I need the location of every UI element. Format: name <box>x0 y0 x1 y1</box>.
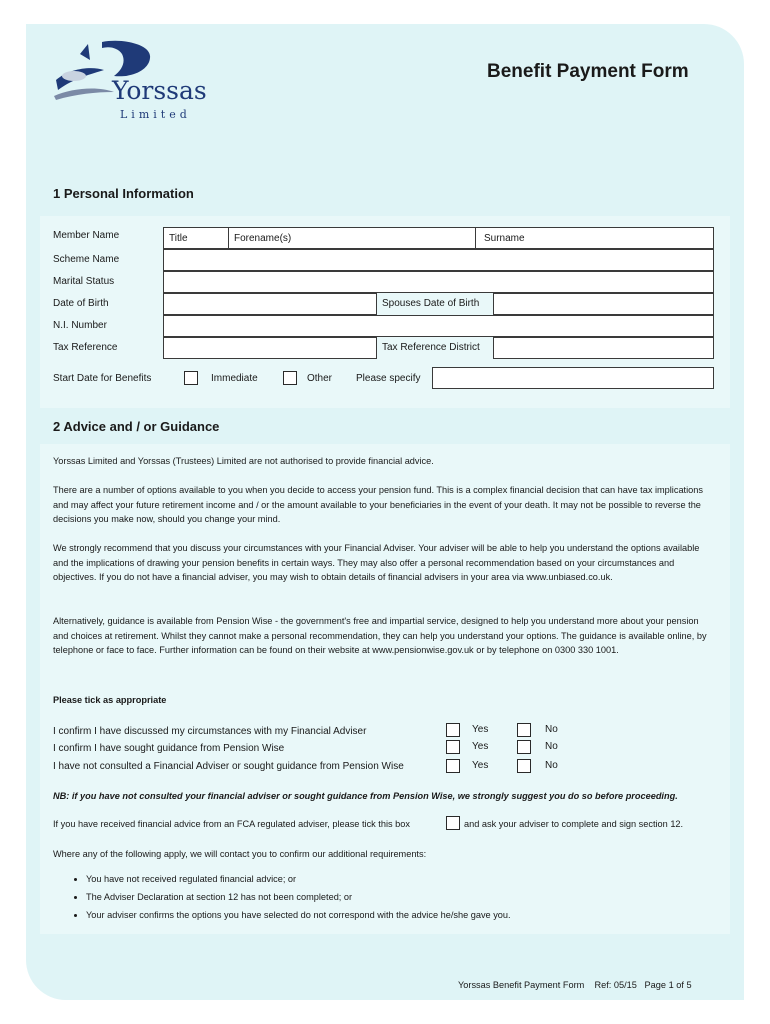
other-checkbox[interactable] <box>283 371 297 385</box>
fca-text-after: and ask your adviser to complete and sign section 12. <box>464 819 684 829</box>
other-label: Other <box>307 373 333 384</box>
immediate-checkbox[interactable] <box>184 371 198 385</box>
list-item: • Your adviser confirms the options you have selected do not correspond with the advice he/she gave you. <box>86 906 511 924</box>
title-field-label: Title <box>169 233 188 244</box>
tax-district-label: Tax Reference District <box>382 342 480 353</box>
form-title: Benefit Payment Form <box>487 61 689 82</box>
requirements-list <box>30 870 511 924</box>
brand-sub: Limited <box>120 108 191 121</box>
ni-number-input[interactable] <box>163 315 714 337</box>
advice-para-2: There are a number of options available to you when you decide to access your pension fund. This is a complex financial decision that can have tax implications and may affect your future retirement income and / or the amount available to your beneficiaries in the event of your death. It may not be possible to reverse the decisions you make now, should you change your mind. <box>53 485 703 525</box>
forename-input[interactable] <box>229 228 475 248</box>
fca-checkbox[interactable] <box>446 816 460 830</box>
please-specify-label: Please specify <box>356 373 421 384</box>
forename-field-label: Forename(s) <box>234 233 292 244</box>
confirm-adviser-no-checkbox[interactable] <box>517 723 531 737</box>
scheme-name-label: Scheme Name <box>53 254 120 265</box>
not-consulted-no-checkbox[interactable] <box>517 759 531 773</box>
confirm-pensionwise-no-checkbox[interactable] <box>517 740 531 754</box>
surname-field-label: Surname <box>484 233 525 244</box>
marital-status-label: Marital Status <box>53 276 115 287</box>
please-specify-input[interactable] <box>432 367 714 389</box>
dob-label: Date of Birth <box>53 298 109 309</box>
section1-heading: 1 Personal Information <box>53 186 194 201</box>
member-name-row <box>163 227 714 249</box>
member-name-label: Member Name <box>53 230 120 241</box>
ni-number-label: N.I. Number <box>53 320 107 331</box>
tax-district-input[interactable] <box>493 337 714 359</box>
surname-input[interactable] <box>476 228 713 248</box>
not-consulted-label: I have not consulted a Financial Adviser or sought guidance from Pension Wise <box>53 761 404 772</box>
company-logo <box>52 40 222 130</box>
title-input[interactable] <box>164 228 228 248</box>
footer-text: Yorssas Benefit Payment Form Ref: 05/15 Page 1 of 5 <box>458 980 692 990</box>
not-consulted-no-label: No <box>545 760 558 771</box>
confirm-adviser-yes-label: Yes <box>472 724 489 735</box>
start-date-label: Start Date for Benefits <box>53 373 152 384</box>
spouse-dob-label: Spouses Date of Birth <box>382 298 480 309</box>
where-apply-text: Where any of the following apply, we will contact you to confirm our additional requirements: <box>53 849 427 859</box>
advice-para-1: Yorssas Limited and Yorssas (Trustees) Limited are not authorised to provide financial advice. <box>53 456 434 466</box>
list-item: • You have not received regulated financial advice; or <box>86 870 511 888</box>
scheme-name-input[interactable] <box>163 249 714 271</box>
not-consulted-yes-label: Yes <box>472 760 489 771</box>
dob-input[interactable] <box>163 293 377 315</box>
list-item: • The Adviser Declaration at section 12 has not been completed; or <box>86 888 511 906</box>
confirm-adviser-yes-checkbox[interactable] <box>446 723 460 737</box>
confirm-pensionwise-yes-label: Yes <box>472 741 489 752</box>
section2-heading: 2 Advice and / or Guidance <box>53 419 220 434</box>
not-consulted-yes-checkbox[interactable] <box>446 759 460 773</box>
tick-heading: Please tick as appropriate <box>53 695 167 705</box>
confirm-pensionwise-label: I confirm I have sought guidance from Pension Wise <box>53 743 285 754</box>
fca-text-before: If you have received financial advice from an FCA regulated adviser, please tick this box <box>53 819 410 829</box>
tax-reference-input[interactable] <box>163 337 377 359</box>
brand-name: Yorssas <box>112 76 207 105</box>
confirm-pensionwise-no-label: No <box>545 741 558 752</box>
confirm-adviser-no-label: No <box>545 724 558 735</box>
confirm-adviser-label: I confirm I have discussed my circumstances with my Financial Adviser <box>53 726 367 737</box>
confirm-pensionwise-yes-checkbox[interactable] <box>446 740 460 754</box>
advice-para-4: Alternatively, guidance is available from Pension Wise - the government's free and impartial service, designed to help you understand more about your pension and choices at retirement. Whilst they cannot make a personal recommendation, they can help you understand your options. The guidance is available online, by telephone or face to face. Further information can be found on their website at www.pensionwise.gov.uk or by telephone on 0300 330 1001. <box>53 616 707 656</box>
advice-para-3: We strongly recommend that you discuss your circumstances with your Financial Adviser. Your adviser will be able to help you understand the options available and the implications of drawing your pension benefits in certain ways. They may also offer a personal recommendation based on your circumstances and objectives. If you do not have a financial adviser, you may wish to obtain details of financial advisers in your area via www.unbiased.co.uk. <box>53 543 700 583</box>
tax-reference-label: Tax Reference <box>53 342 118 353</box>
immediate-label: Immediate <box>211 373 258 384</box>
nb-note: NB: if you have not consulted your financial adviser or sought guidance from Pension Wise, we strongly suggest you do so before proceeding. <box>53 791 678 801</box>
marital-status-input[interactable] <box>163 271 714 293</box>
spouse-dob-input[interactable] <box>493 293 714 315</box>
